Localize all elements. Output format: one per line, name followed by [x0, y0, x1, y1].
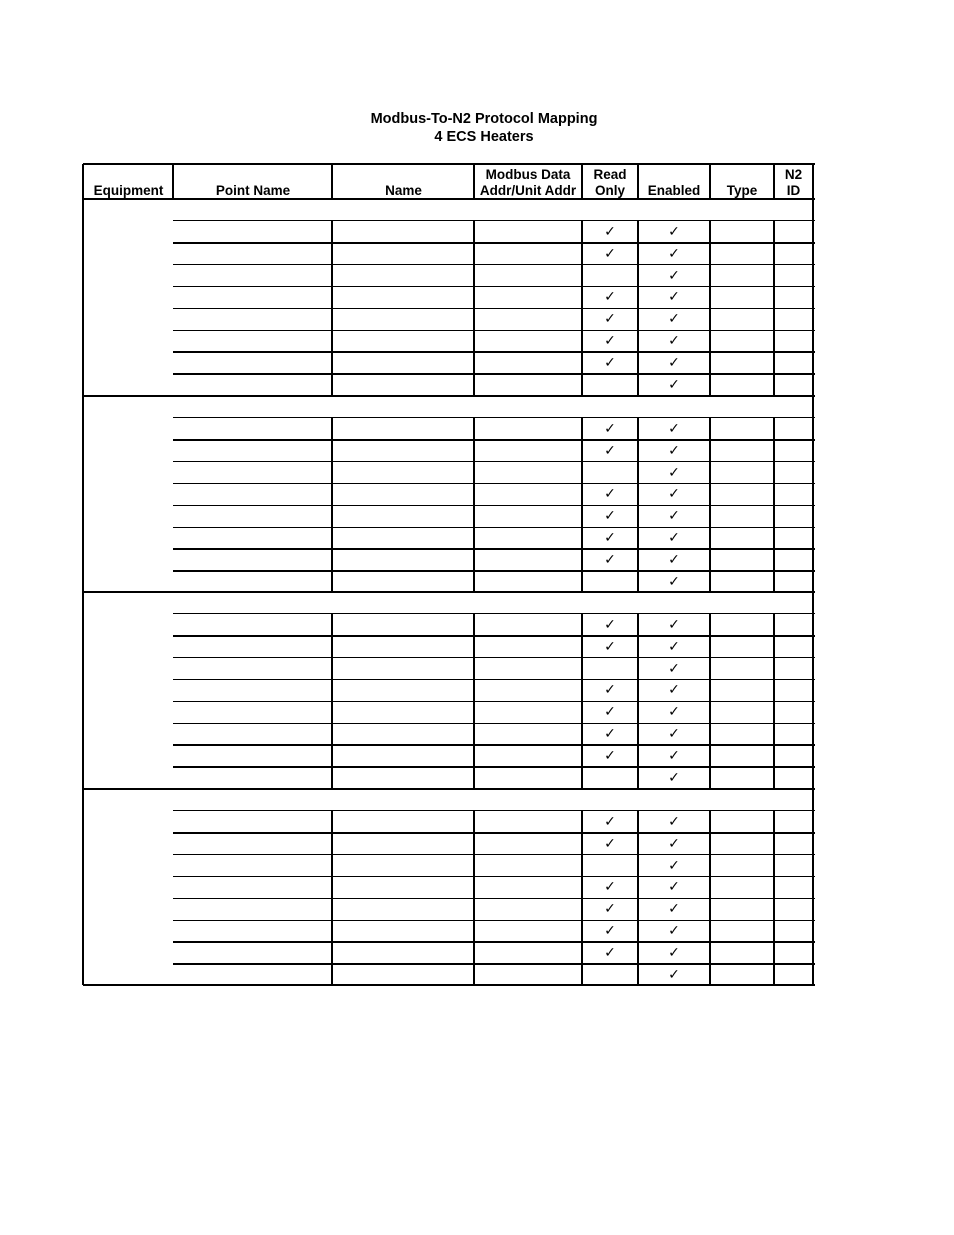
header-type: Type [726, 183, 758, 198]
header-n2-line2: ID [786, 183, 801, 198]
enabled-check-icon: ✓ [668, 530, 680, 547]
row-divider [173, 701, 815, 703]
enabled-check-icon: ✓ [668, 879, 680, 896]
read-only-check-icon: ✓ [604, 311, 616, 328]
read-only-check-icon: ✓ [604, 530, 616, 547]
row-divider [173, 570, 815, 572]
read-only-check-icon: ✓ [604, 945, 616, 962]
read-only-check-icon: ✓ [604, 726, 616, 743]
header-column-divider [172, 164, 174, 199]
enabled-check-icon: ✓ [668, 573, 680, 590]
enabled-check-icon: ✓ [668, 333, 680, 350]
enabled-check-icon: ✓ [668, 966, 680, 983]
row-divider [173, 876, 815, 878]
row-divider [173, 854, 815, 856]
row-divider [173, 351, 815, 353]
header-name: Name [385, 183, 422, 198]
header-modbus-line1: Modbus Data [485, 167, 571, 182]
enabled-check-icon: ✓ [668, 726, 680, 743]
read-only-check-icon: ✓ [604, 289, 616, 306]
document-title: Modbus-To-N2 Protocol Mapping [370, 111, 598, 127]
enabled-check-icon: ✓ [668, 376, 680, 393]
read-only-check-icon: ✓ [604, 442, 616, 459]
enabled-check-icon: ✓ [668, 616, 680, 633]
row-divider [173, 439, 815, 441]
read-only-check-icon: ✓ [604, 835, 616, 852]
row-divider [173, 527, 815, 529]
enabled-check-icon: ✓ [668, 508, 680, 525]
group-subheader-line [173, 810, 815, 811]
table-left-border [82, 164, 84, 985]
header-enabled: Enabled [647, 183, 701, 198]
row-divider [173, 308, 815, 310]
enabled-check-icon: ✓ [668, 704, 680, 721]
row-divider [173, 548, 815, 550]
read-only-check-icon: ✓ [604, 879, 616, 896]
read-only-check-icon: ✓ [604, 901, 616, 918]
header-column-divider [331, 164, 333, 199]
row-divider [173, 679, 815, 681]
enabled-check-icon: ✓ [668, 682, 680, 699]
group-subheader-line [173, 613, 815, 614]
read-only-check-icon: ✓ [604, 638, 616, 655]
enabled-check-icon: ✓ [668, 289, 680, 306]
header-column-divider [709, 164, 711, 199]
row-divider [173, 963, 815, 965]
read-only-check-icon: ✓ [604, 682, 616, 699]
header-column-divider [773, 164, 775, 199]
header-n2-line1: N2 [784, 167, 803, 182]
read-only-check-icon: ✓ [604, 923, 616, 940]
enabled-check-icon: ✓ [668, 748, 680, 765]
enabled-check-icon: ✓ [668, 923, 680, 940]
read-only-check-icon: ✓ [604, 355, 616, 372]
read-only-check-icon: ✓ [604, 486, 616, 503]
row-divider [173, 657, 815, 659]
row-divider [173, 941, 815, 943]
row-divider [173, 832, 815, 834]
enabled-check-icon: ✓ [668, 901, 680, 918]
enabled-check-icon: ✓ [668, 223, 680, 240]
read-only-check-icon: ✓ [604, 616, 616, 633]
header-equipment: Equipment [93, 183, 164, 198]
enabled-check-icon: ✓ [668, 245, 680, 262]
header-column-divider [581, 164, 583, 199]
enabled-check-icon: ✓ [668, 638, 680, 655]
enabled-check-icon: ✓ [668, 355, 680, 372]
row-divider [173, 461, 815, 463]
header-read-line2: Only [594, 183, 625, 198]
header-column-divider [473, 164, 475, 199]
row-divider [173, 635, 815, 637]
enabled-check-icon: ✓ [668, 442, 680, 459]
enabled-check-icon: ✓ [668, 945, 680, 962]
row-divider [173, 286, 815, 288]
read-only-check-icon: ✓ [604, 508, 616, 525]
read-only-check-icon: ✓ [604, 552, 616, 569]
enabled-check-icon: ✓ [668, 857, 680, 874]
group-subheader-line [173, 220, 815, 221]
read-only-check-icon: ✓ [604, 748, 616, 765]
read-only-check-icon: ✓ [604, 420, 616, 437]
enabled-check-icon: ✓ [668, 311, 680, 328]
row-divider [173, 330, 815, 332]
group-subheader-line [173, 417, 815, 418]
row-divider [173, 483, 815, 485]
row-divider [173, 920, 815, 922]
enabled-check-icon: ✓ [668, 769, 680, 786]
enabled-check-icon: ✓ [668, 813, 680, 830]
row-divider [173, 242, 815, 244]
row-divider [173, 766, 815, 768]
header-column-divider [637, 164, 639, 199]
enabled-check-icon: ✓ [668, 486, 680, 503]
enabled-check-icon: ✓ [668, 267, 680, 284]
row-divider [173, 264, 815, 266]
row-divider [173, 373, 815, 375]
enabled-check-icon: ✓ [668, 660, 680, 677]
read-only-check-icon: ✓ [604, 704, 616, 721]
read-only-check-icon: ✓ [604, 245, 616, 262]
row-divider [173, 744, 815, 746]
table-bottom-border [83, 984, 815, 986]
row-divider [173, 505, 815, 507]
header-bottom-border [83, 198, 815, 200]
read-only-check-icon: ✓ [604, 223, 616, 240]
enabled-check-icon: ✓ [668, 420, 680, 437]
read-only-check-icon: ✓ [604, 813, 616, 830]
row-divider [173, 723, 815, 725]
enabled-check-icon: ✓ [668, 552, 680, 569]
read-only-check-icon: ✓ [604, 333, 616, 350]
row-divider [173, 898, 815, 900]
group-divider [83, 395, 815, 397]
group-divider [83, 788, 815, 790]
document-subtitle: 4 ECS Heaters [434, 129, 534, 145]
enabled-check-icon: ✓ [668, 835, 680, 852]
header-read-line1: Read [593, 167, 627, 182]
table-top-border [83, 163, 815, 165]
enabled-check-icon: ✓ [668, 464, 680, 481]
header-modbus-line2: Addr/Unit Addr [479, 183, 577, 198]
header-point-name: Point Name [215, 183, 291, 198]
group-divider [83, 591, 815, 593]
